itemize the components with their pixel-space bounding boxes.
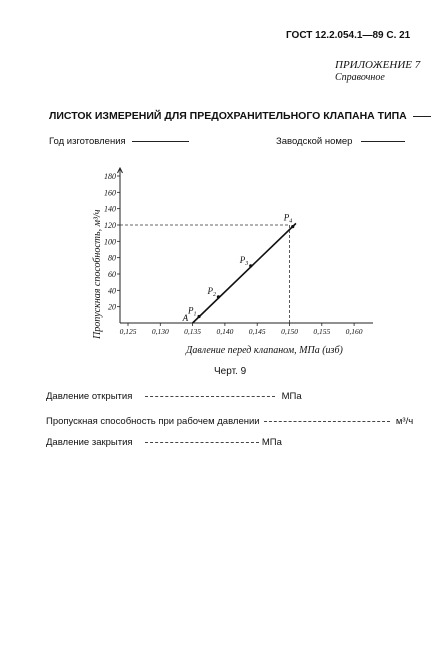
figure-caption: Черт. 9	[214, 366, 247, 377]
appendix-note: Справочное	[335, 72, 385, 83]
capacity-blank	[264, 420, 390, 422]
document-title-text: ЛИСТОК ИЗМЕРЕНИЙ ДЛЯ ПРЕДОХРАНИТЕЛЬНОГО КЛАПАНА ТИПА	[49, 110, 407, 122]
y-tick-label: 180	[104, 172, 116, 181]
point-label: A	[182, 313, 189, 323]
x-tick-label: 0,145	[248, 327, 266, 336]
year-label: Год изготовления	[49, 136, 126, 147]
x-axis-label: Давление перед клапаном, МПа (изб)	[186, 345, 343, 356]
y-axis-label: Пропускная способность, м³/ч	[92, 209, 103, 339]
opening-pressure-unit: МПа	[281, 391, 302, 402]
y-tick-label: 20	[108, 302, 116, 312]
point-marker	[291, 225, 294, 228]
appendix-label: ПРИЛОЖЕНИЕ 7	[335, 59, 421, 71]
data-points	[182, 213, 295, 323]
opening-pressure-blank	[145, 395, 275, 397]
y-tick-label: 80	[108, 253, 116, 263]
point-label: $P_2$	[207, 285, 216, 298]
chart-axes	[118, 168, 374, 323]
y-tick-label: 100	[104, 237, 116, 247]
y-tick-label: 160	[104, 188, 116, 198]
point-label: $P_4$	[283, 212, 293, 225]
x-tick-label: 0,140	[216, 327, 234, 336]
y-ticks	[104, 172, 120, 312]
opening-pressure-row	[46, 391, 302, 402]
point-label: $P_3$	[239, 254, 249, 267]
closing-pressure-blank	[145, 441, 259, 443]
x-tick-label: 0,130	[151, 327, 169, 336]
y-tick-label: 60	[108, 270, 116, 279]
closing-pressure-row	[46, 437, 282, 448]
capacity-line	[193, 223, 296, 323]
closing-pressure-unit: МПа	[261, 437, 282, 448]
closing-pressure-label: Давление закрытия	[46, 437, 133, 448]
series-line	[193, 223, 296, 323]
x-ticks	[120, 323, 363, 336]
x-tick-label: 0,135	[184, 327, 202, 336]
capacity-row	[46, 416, 413, 427]
point-marker	[249, 264, 252, 267]
point-marker	[217, 295, 220, 298]
x-tick-label: 0,150	[281, 327, 298, 336]
point-label: $P_1$	[188, 305, 197, 318]
capacity-label: Пропускная способность при рабочем давлении	[46, 416, 260, 427]
opening-pressure-label: Давление открытия	[46, 391, 133, 402]
y-tick-label: 120	[104, 221, 116, 230]
serial-label: Заводской номер	[276, 136, 353, 147]
standard-number: ГОСТ 12.2.054.1—89 С. 21	[286, 30, 411, 41]
reference-lines	[120, 225, 290, 323]
y-tick-label: 40	[108, 286, 116, 296]
y-tick-label: 140	[104, 204, 116, 214]
point-marker	[197, 315, 200, 318]
x-tick-label: 0,160	[345, 327, 363, 336]
x-tick-label: 0,125	[119, 327, 137, 336]
capacity-unit: м³/ч	[395, 416, 414, 427]
x-tick-label: 0,155	[313, 327, 331, 336]
